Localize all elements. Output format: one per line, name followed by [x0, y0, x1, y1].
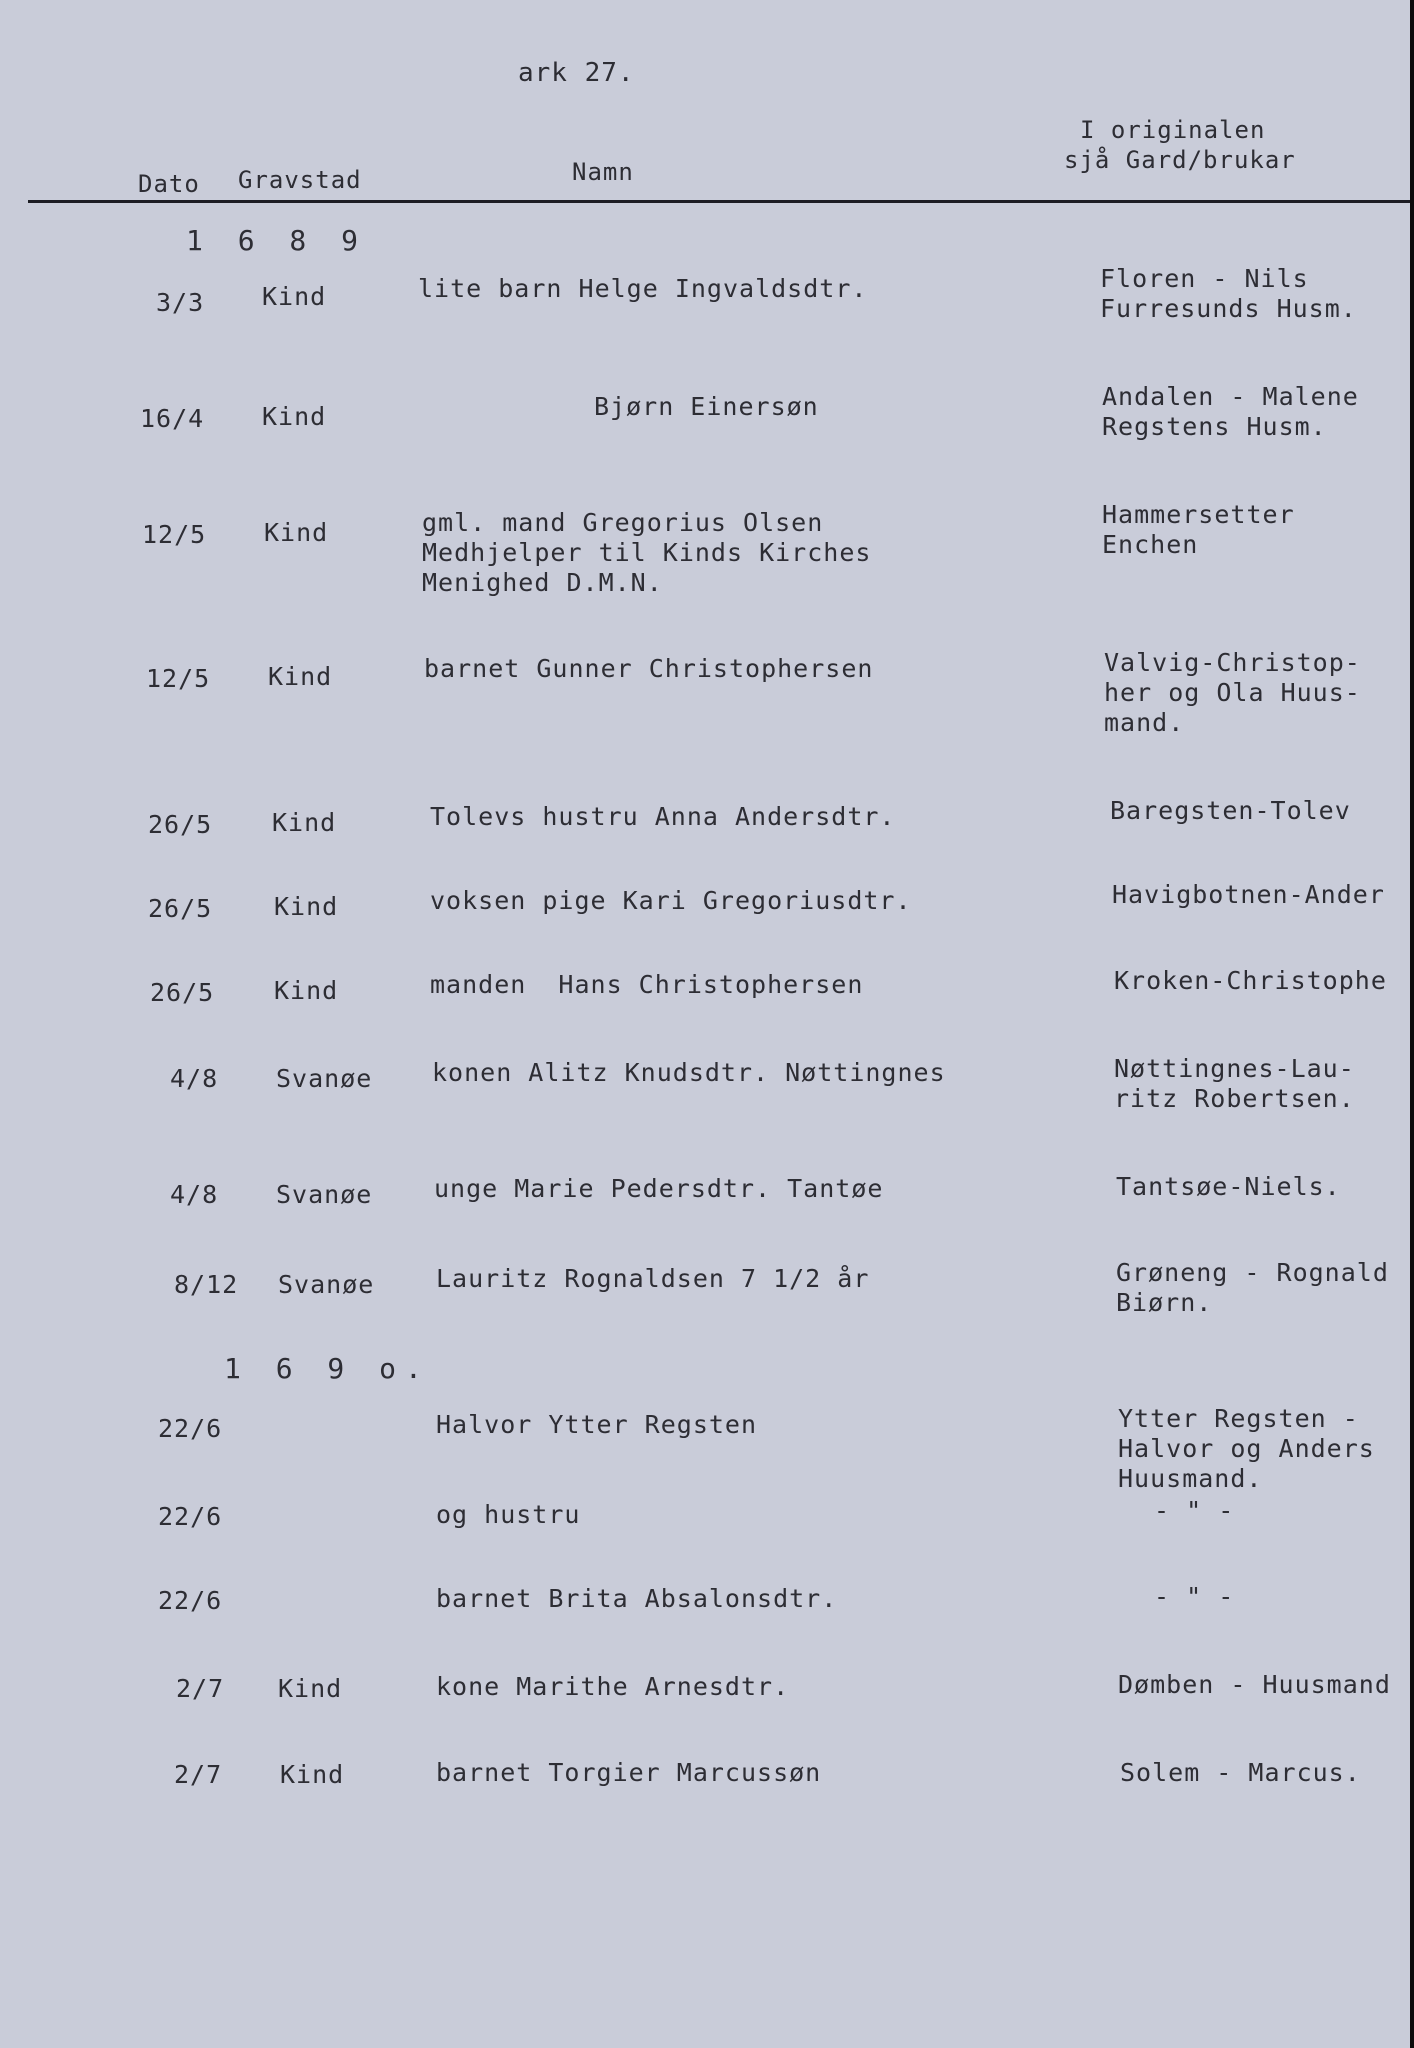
entry-name: barnet Gunner Christophersen: [424, 654, 874, 683]
entry-name: gml. mand Gregorius Olsen Medhjelper til Kinds Kirches Menighed D.M.N.: [422, 508, 872, 597]
entry-place: Kind: [274, 976, 339, 1005]
entry-date: 26/5: [150, 978, 215, 1007]
year-heading: 1 6 9 o.: [224, 1352, 431, 1385]
sheet-title: ark 27.: [518, 58, 635, 88]
entry-date: 12/5: [146, 664, 211, 693]
entry-farm: Nøttingnes-Lau- ritz Robertsen.: [1114, 1054, 1355, 1113]
entry-name: Halvor Ytter Regsten: [436, 1410, 758, 1439]
entry-date: 4/8: [170, 1064, 219, 1093]
entry-name: Lauritz Rognaldsen 7 1/2 år: [436, 1264, 870, 1293]
entry-date: 4/8: [170, 1180, 219, 1209]
entry-name: voksen pige Kari Gregoriusdtr.: [430, 886, 912, 915]
entry-name: manden Hans Christophersen: [430, 970, 864, 999]
entry-farm: Havigbotnen-Ander: [1112, 880, 1385, 909]
entry-name: lite barn Helge Ingvaldsdtr.: [418, 274, 868, 303]
entry-farm: Tantsøe-Niels.: [1116, 1172, 1341, 1201]
header-namn: Namn: [572, 158, 634, 186]
entry-farm: Kroken-Christophe: [1114, 966, 1387, 995]
entry-place: Kind: [264, 518, 329, 547]
entry-name: Bjørn Einersøn: [594, 392, 819, 421]
entry-farm: Hammersetter Enchen: [1102, 500, 1295, 559]
header-gravstad: Gravstad: [238, 166, 362, 194]
entry-name: Tolevs hustru Anna Andersdtr.: [430, 802, 896, 831]
entry-place: Kind: [280, 1760, 345, 1789]
entry-farm: - " -: [1154, 1582, 1235, 1611]
entry-place: Kind: [278, 1674, 343, 1703]
entry-farm: Baregsten-Tolev: [1110, 796, 1351, 825]
entry-place: Kind: [268, 662, 333, 691]
entry-farm: Solem - Marcus.: [1120, 1758, 1361, 1787]
entry-place: Kind: [272, 808, 337, 837]
year-heading: 1 6 8 9: [186, 224, 368, 257]
entry-date: 3/3: [156, 288, 205, 317]
entry-date: 22/6: [158, 1586, 223, 1615]
header-rule: [28, 200, 1410, 203]
entry-name: barnet Brita Absalonsdtr.: [436, 1584, 838, 1613]
entry-date: 16/4: [140, 404, 205, 433]
entry-farm: Dømben - Huusmand: [1118, 1670, 1391, 1699]
entry-farm: Grøneng - Rognald Biørn.: [1116, 1258, 1389, 1317]
entry-farm: Floren - Nils Furresunds Husm.: [1100, 264, 1357, 323]
entry-date: 22/6: [158, 1502, 223, 1531]
header-dato: Dato: [138, 170, 200, 198]
entry-date: 12/5: [142, 520, 207, 549]
entry-place: Svanøe: [276, 1180, 373, 1209]
entry-date: 2/7: [176, 1674, 225, 1703]
entry-farm: - " -: [1154, 1496, 1235, 1525]
entry-date: 8/12: [174, 1270, 239, 1299]
entry-date: 2/7: [174, 1760, 223, 1789]
entry-place: Svanøe: [278, 1270, 375, 1299]
entry-place: Kind: [274, 892, 339, 921]
entry-place: Kind: [262, 402, 327, 431]
entry-farm: Valvig-Christop- her og Ola Huus- mand.: [1104, 648, 1361, 737]
entry-farm: Ytter Regsten - Halvor og Anders Huusmand.: [1118, 1404, 1375, 1493]
entry-name: og hustru: [436, 1500, 581, 1529]
entry-name: unge Marie Pedersdtr. Tantøe: [434, 1174, 884, 1203]
entry-date: 26/5: [148, 810, 213, 839]
header-original-line-2: sjå Gard/brukar: [1064, 146, 1296, 174]
entry-name: konen Alitz Knudsdtr. Nøttingnes: [432, 1058, 946, 1087]
entry-farm: Andalen - Malene Regstens Husm.: [1102, 382, 1359, 441]
entry-date: 22/6: [158, 1414, 223, 1443]
entry-name: kone Marithe Arnesdtr.: [436, 1672, 790, 1701]
entry-name: barnet Torgier Marcussøn: [436, 1758, 822, 1787]
header-original-line-1: I originalen: [1080, 116, 1266, 144]
entry-date: 26/5: [148, 894, 213, 923]
entry-place: Kind: [262, 282, 327, 311]
entry-place: Svanøe: [276, 1064, 373, 1093]
